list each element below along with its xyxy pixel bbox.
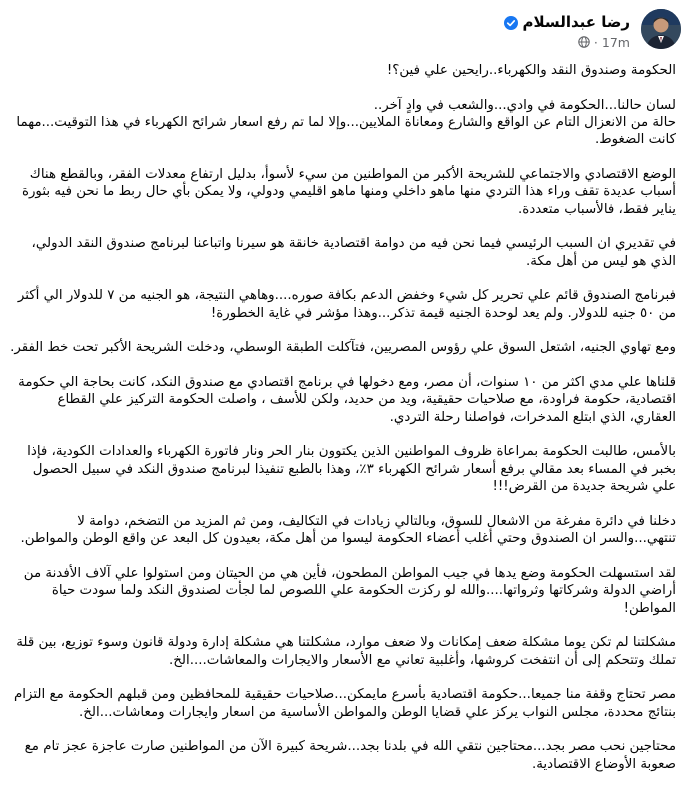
- globe-icon[interactable]: [578, 36, 590, 48]
- post-header: [0, 0, 690, 58]
- author-name[interactable]: رضا عبدالسلام: [522, 13, 630, 31]
- post-paragraph: ومع تهاوي الجنيه، اشتعل السوق علي رؤوس المصريين، فتآكلت الطبقة الوسطي، ودخلت الشريحة الأكبر تحت خط الفقر.: [10, 340, 676, 356]
- meta-separator: ·: [593, 34, 598, 50]
- post-paragraph: مصر تحتاج وقفة منا جميعا...حكومة اقتصادية بأسرع مايمكن...صلاحيات حقيقية للمحافظين ومن قبلهم الحكومة مع التزام بنتائج محددة، مجلس النواب يركز علي قضايا الوطن والمواطن الأساسية من اسعار وايجارات ومعاشات...الخ.: [9, 687, 676, 720]
- post-paragraph: في تقديري ان السبب الرئيسي فيما نحن فيه من دوامة اقتصادية خانقة هو سيرنا واتباعنا لبرنامج صندوق النقد الدولي، الذي هو ليس من أهل مكة.: [27, 236, 676, 269]
- post-paragraph: مشكلتنا لم تكن يوما مشكلة ضعف إمكانات ولا ضعف موارد، مشكلتنا هي مشكلة إدارة ودولة قانون وسوء توزيع، بين قلة تملك وتتحكم إلى أن انتفخت كروشها، وأغلبية تعاني مع الأسعار والايجارات والمعاشات....الخ.: [11, 635, 676, 668]
- verified-badge-icon: [504, 15, 518, 29]
- post-paragraph: الحكومة وصندوق النقد والكهرباء..رايحين علي فين؟!: [386, 63, 676, 78]
- avatar-photo: [641, 9, 681, 49]
- post-paragraph: قلناها علي مدي اكثر من ١٠ سنوات، أن مصر، ومع دخولها في برنامج اقتصادي مع صندوق النكد، كانت بحاجة الي حكومة اقتصادية، حكومة فراودة، مع صلاحيات حقيقية، ويد من حديد، ولكن للأسف ، واصلت الحكومة التركيز علي القطاع العقاري، الذي ابتلع المدخرات، فواصلنا رحلة التردي.: [13, 375, 676, 425]
- post-paragraph: لسان حالنا...الحكومة في وادي...والشعب في وادٍ آخر.. حالة من الانعزال التام عن الواقع والشارع ومعاناة الملايين...وإلا لما تم رفع اسعار شرائح الكهرباء في هذا التوقيت...مهما كانت الضغوط.: [16, 97, 676, 148]
- post-meta: [578, 34, 630, 50]
- author-line: [504, 12, 630, 32]
- post-paragraph: بالأمس، طالبت الحكومة بمراعاة ظروف المواطنين الذين يكتوون بنار الحر ونار فاتورة الكهرباء والعدادات الكودية، فإذا بخبر في المساء بعد مقالي برفع أسعار شرائح الكهرباء ٣٪، وهذا بالطبع تنفيذا لبرنامج صندوق النكد في سبيل الحصول علي شريحة جديدة من القرض!!!: [22, 444, 676, 495]
- post-paragraph: محتاجين نحب مصر بجد...محتاجين نتقي الله في بلدنا بجد...شريحة كبيرة الآن من المواطنين صارت عاجزة عجز تام مع صعوبة الأوضاع الاقتصادية.: [20, 739, 676, 772]
- author-avatar[interactable]: [641, 9, 681, 49]
- post-paragraph: لقد استسهلت الحكومة وضع يدها في جيب المواطن المطحون، فأين هي من الحيتان ومن استولوا علي آلاف الأفدنة من أراضي الدولة وشركاتها وثرواتها....والله لو ركزت الحكومة علي اللصوص لما لجأت لصندوق النكد ولما سودت حياة المواطن!: [19, 565, 676, 616]
- post-timestamp[interactable]: 17m: [601, 34, 630, 50]
- post-paragraph: دخلنا في دائرة مفرغة من الاشعال للسوق، وبالتالي زيادات في التكاليف، ومن ثم المزيد من التضخم، دوامة لا تنتهي...والسر ان الصندوق وحتي أغلب أعضاء الحكومة ليسوا من أهل مكة، بعيدون كل البعد عن واقع الوطن والمواطن.: [20, 513, 676, 547]
- post-paragraph: الوضع الاقتصادي والاجتماعي للشريحة الأكبر من المواطنين من سيء لأسوأ، بدليل ارتفاع معدلات الفقر، وبالقطع هناك أسباب عديدة تقف وراء هذا التردي منها ماهو داخلي ومنها ماهو اقليمي ودولي، ولا يمكن بأي حال ربط ما نحن فيه بثورة يناير فقط، فالأسباب متعددة.: [17, 167, 676, 217]
- post-body: [10, 62, 676, 790]
- post-paragraph: فبرنامج الصندوق قائم علي تحرير كل شيء وخفض الدعم بكافة صوره....وهاهي النتيجة، هو الجنيه من ٧ للدولار الي أكثر من ٥٠ جنيه للدولار. ولم يعد لوحدة الجنيه قيمة تذكر...وهذا مؤشر في غاية الخطورة!: [13, 288, 676, 321]
